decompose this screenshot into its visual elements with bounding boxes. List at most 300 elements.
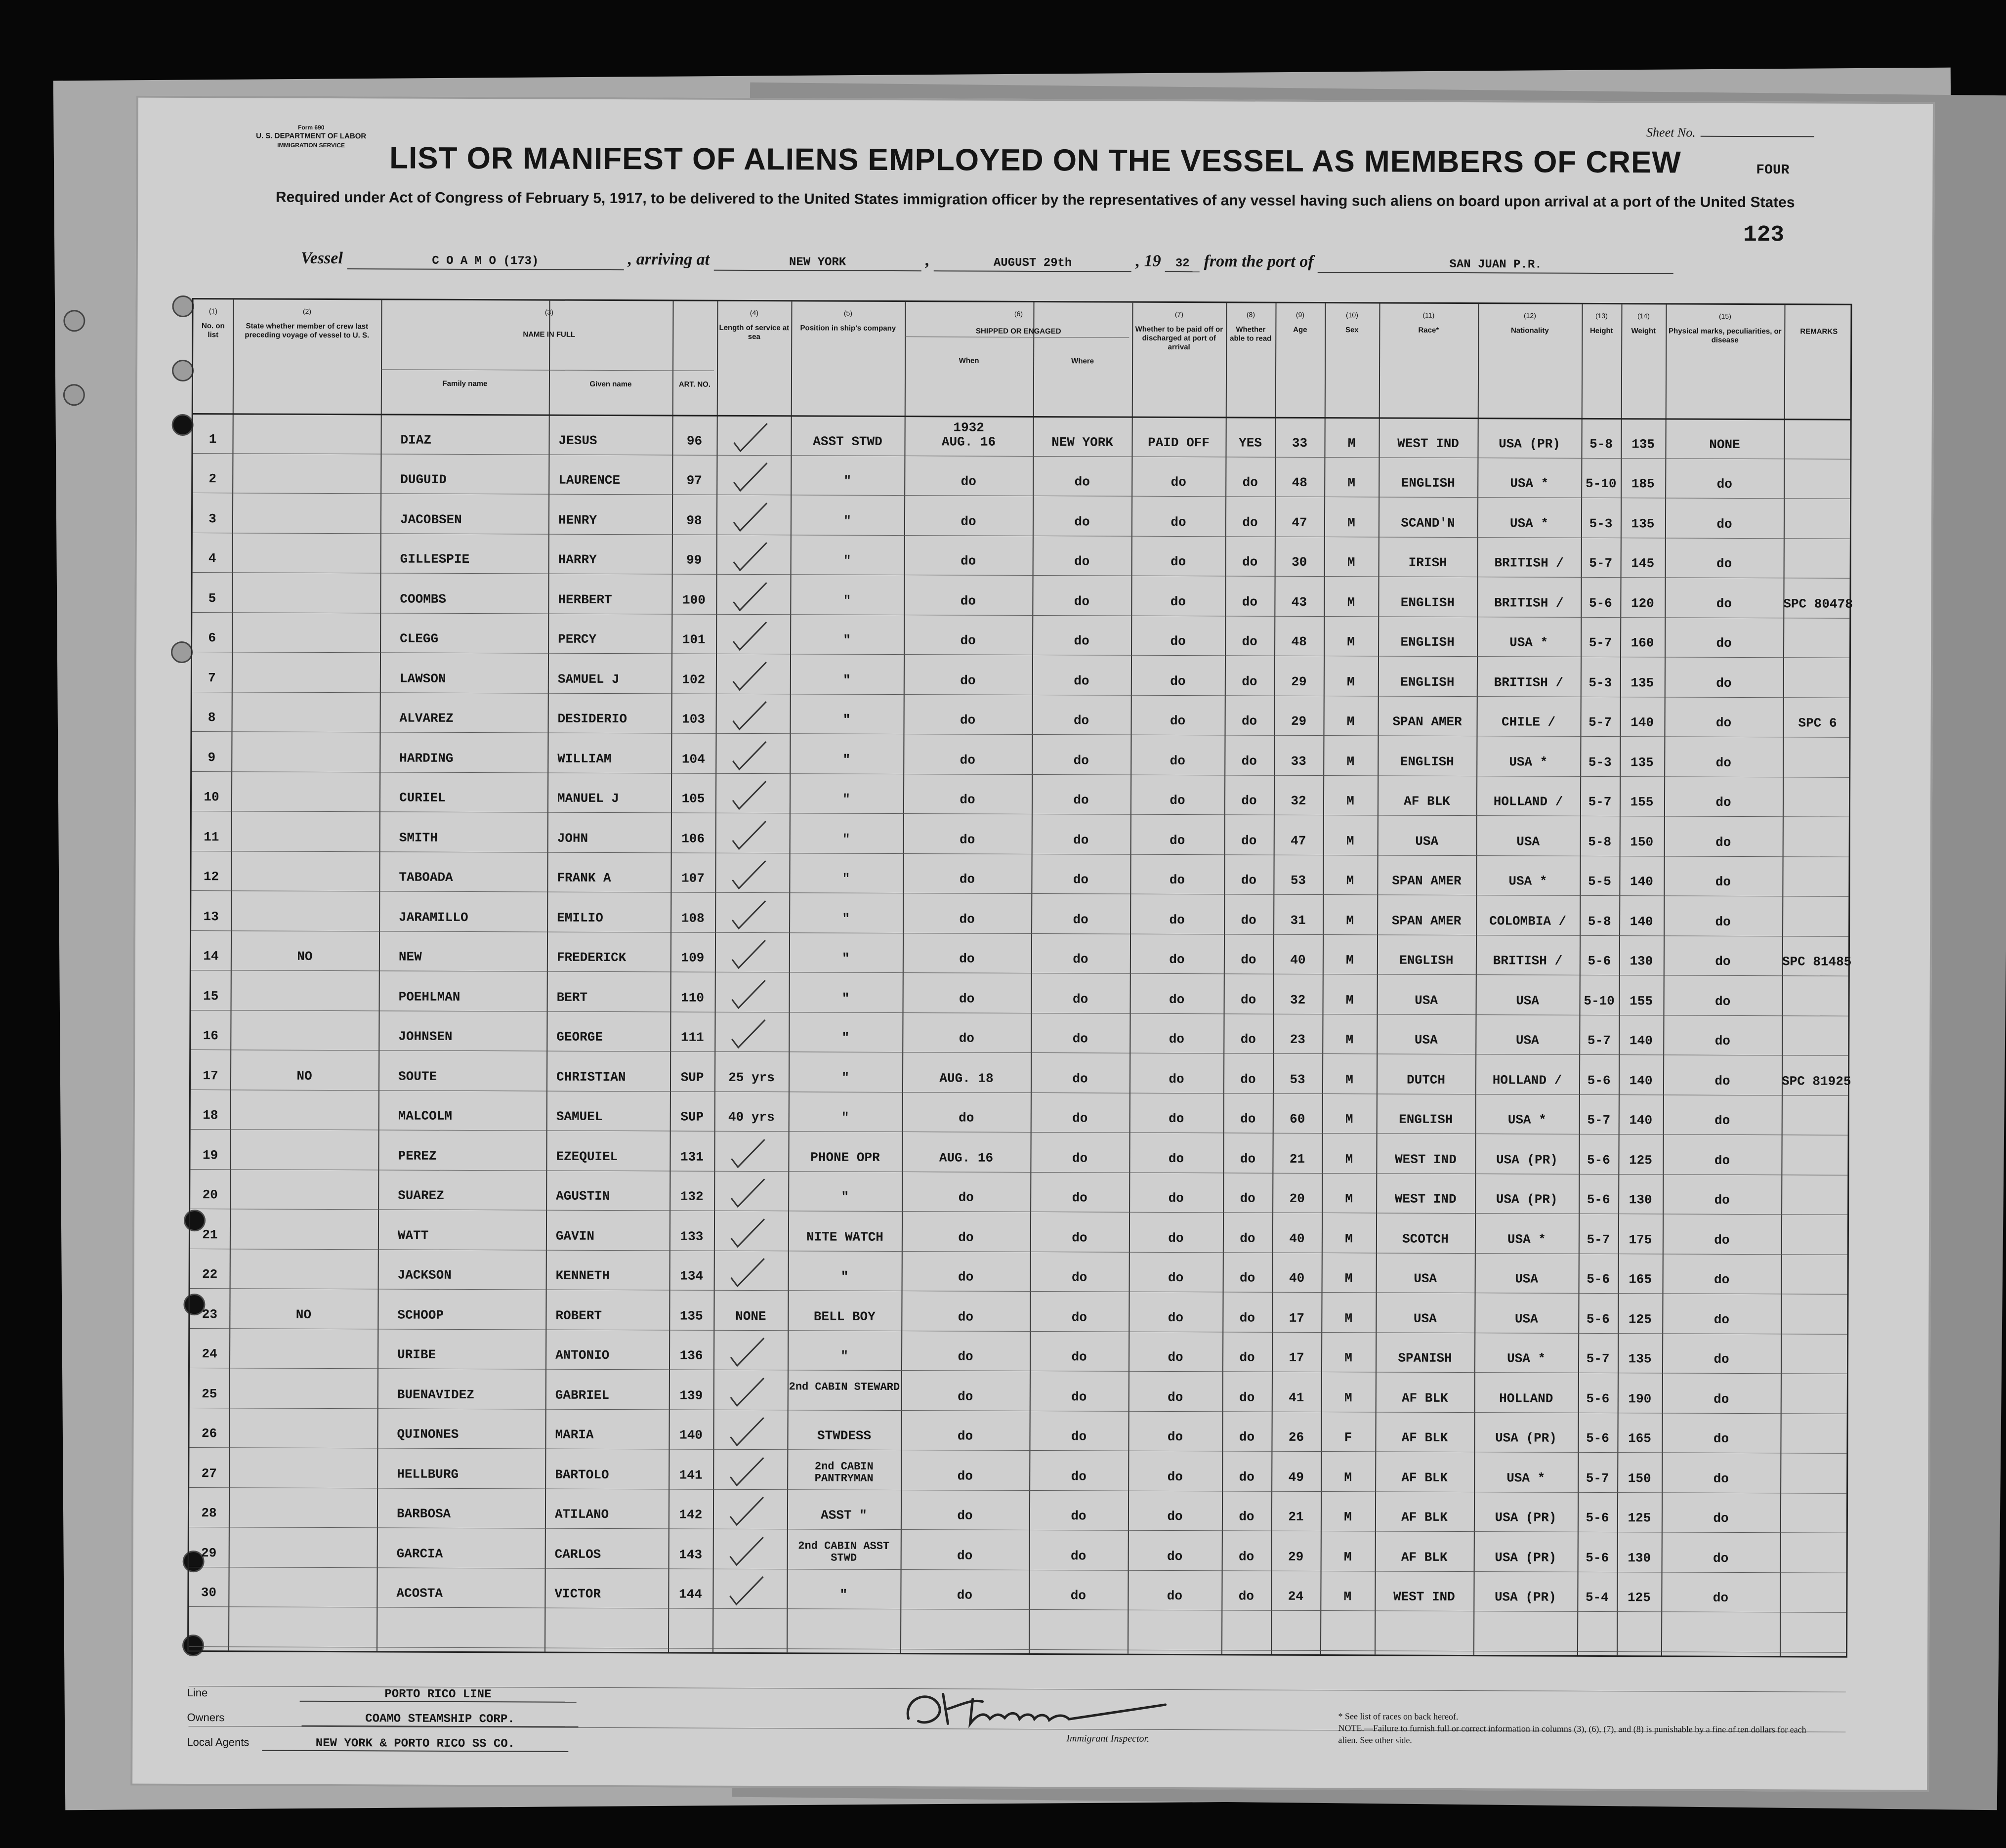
row-divider xyxy=(192,692,1849,698)
punch-hole xyxy=(171,641,193,663)
cell-art: 107 xyxy=(681,871,705,886)
check-mark-icon xyxy=(730,897,769,932)
owners-label: Owners xyxy=(187,1711,225,1724)
cell-read: do xyxy=(1241,873,1257,888)
shipped-year: 1932 xyxy=(953,420,984,435)
cell-art: 133 xyxy=(680,1229,704,1244)
cell-height: 5-5 xyxy=(1588,874,1611,889)
cell-art: 106 xyxy=(681,831,705,846)
header-subdivider xyxy=(905,336,1129,338)
cell-paid: do xyxy=(1169,1031,1184,1047)
cell-read: do xyxy=(1239,1509,1254,1524)
cell-weight: 165 xyxy=(1628,1431,1651,1446)
cell-when: AUG. 18 xyxy=(939,1070,994,1086)
cell-race: ENGLISH xyxy=(1401,475,1455,491)
cell-sex: M xyxy=(1344,1350,1352,1366)
cell-read: do xyxy=(1241,912,1256,928)
cell-prev: NO xyxy=(295,1307,312,1322)
cell-race: ENGLISH xyxy=(1400,674,1455,690)
cell-position: " xyxy=(843,632,851,648)
cell-read: YES xyxy=(1239,435,1262,451)
column-subheader-c3_art: ART. NO. xyxy=(678,380,711,389)
cell-where: do xyxy=(1072,1150,1088,1166)
cell-service: 25 yrs xyxy=(728,1070,775,1085)
cell-given: ATILANO xyxy=(554,1507,609,1522)
cell-given: MANUEL J xyxy=(557,791,619,806)
cell-paid: do xyxy=(1167,1509,1183,1524)
cell-where: do xyxy=(1071,1429,1087,1444)
cell-marks: NONE xyxy=(1709,437,1740,452)
cell-paid: do xyxy=(1168,1349,1183,1365)
check-mark-icon xyxy=(729,1136,768,1171)
cell-nationality: USA (PR) xyxy=(1499,436,1560,452)
cell-sex: M xyxy=(1345,1231,1353,1246)
cell-sex: M xyxy=(1346,794,1354,809)
cell-remarks: SPC 81485 xyxy=(1782,954,1852,969)
cell-age: 21 xyxy=(1288,1509,1304,1524)
cell-nationality: USA * xyxy=(1510,476,1549,491)
cell-family: JOHNSEN xyxy=(398,1029,453,1044)
cell-marks: do xyxy=(1715,715,1732,730)
cell-where: do xyxy=(1074,593,1090,609)
owners-row xyxy=(187,1711,578,1727)
cell-position: " xyxy=(840,1269,849,1284)
cell-given: FREDERICK xyxy=(556,950,627,966)
cell-sex: M xyxy=(1346,674,1355,689)
cell-position: " xyxy=(843,593,851,608)
cell-position: " xyxy=(842,752,851,767)
cell-position: 2nd CABIN ASST STWD xyxy=(798,1539,890,1564)
cell-paid: PAID OFF xyxy=(1148,435,1210,450)
cell-sex: M xyxy=(1344,1271,1353,1286)
cell-nationality: USA xyxy=(1514,1311,1538,1327)
column-header-c8: Whether able to read xyxy=(1230,325,1272,343)
cell-height: 5-7 xyxy=(1587,1112,1611,1128)
penalty-note: NOTE.—Failure to furnish full or correct information in columns (3), (6), (7), and (8) is punishable by a fine of ten dollars for each alien. See other side. xyxy=(1338,1723,1806,1745)
cell-given: FRANK A xyxy=(557,870,611,886)
cell-race: ENGLISH xyxy=(1400,754,1454,769)
cell-where: do xyxy=(1073,832,1089,847)
cell-family: JACOBSEN xyxy=(400,512,462,527)
cell-nationality: USA (PR) xyxy=(1496,1192,1558,1207)
cell-sex: M xyxy=(1345,1191,1353,1207)
row-divider xyxy=(191,1010,1848,1016)
cell-position: " xyxy=(839,1587,848,1602)
service-name: IMMIGRATION SERVICE xyxy=(277,141,345,149)
check-mark-icon xyxy=(728,1494,767,1529)
cell-weight: 140 xyxy=(1630,874,1653,889)
cell-art: 111 xyxy=(680,1030,704,1045)
cell-family: ACOSTA xyxy=(396,1586,443,1601)
cell-no: 24 xyxy=(202,1346,217,1362)
cell-nationality: USA (PR) xyxy=(1495,1550,1557,1565)
cell-when: do xyxy=(958,1388,973,1404)
cell-paid: do xyxy=(1168,1270,1184,1286)
cell-read: do xyxy=(1241,833,1257,848)
cell-height: 5-10 xyxy=(1585,476,1617,492)
row-divider xyxy=(191,1050,1848,1056)
cell-prev: NO xyxy=(296,1068,312,1084)
cell-family: HARDING xyxy=(399,751,454,766)
cell-remarks: SPC 81925 xyxy=(1781,1073,1851,1089)
cell-age: 60 xyxy=(1290,1111,1305,1127)
cell-sex: M xyxy=(1344,1310,1353,1326)
arriving-port: NEW YORK xyxy=(714,255,921,271)
cell-given: VICTOR xyxy=(554,1586,601,1601)
cell-weight: 140 xyxy=(1630,715,1654,730)
cell-nationality: BRITISH / xyxy=(1493,953,1563,968)
cell-when: do xyxy=(957,1548,973,1563)
cell-family: JACKSON xyxy=(397,1267,452,1283)
column-number: (15) xyxy=(1718,312,1731,320)
cell-marks: do xyxy=(1713,1511,1729,1526)
cell-art: 105 xyxy=(681,791,705,806)
cell-given: HERBERT xyxy=(558,592,612,607)
cell-no: 4 xyxy=(208,551,216,566)
row-divider xyxy=(192,811,1849,817)
cell-nationality: USA xyxy=(1515,1271,1539,1287)
cell-where: do xyxy=(1072,1071,1088,1086)
cell-read: do xyxy=(1240,1111,1256,1127)
cell-weight: 145 xyxy=(1631,556,1655,571)
cell-age: 40 xyxy=(1289,1270,1305,1286)
check-mark-icon xyxy=(728,1454,767,1489)
cell-no: 10 xyxy=(204,790,219,805)
cell-read: do xyxy=(1239,1270,1255,1286)
cell-sex: M xyxy=(1345,1112,1353,1127)
year-suffix: 32 xyxy=(1165,257,1200,272)
row-divider xyxy=(191,890,1848,897)
cell-race: WEST IND xyxy=(1394,1191,1457,1207)
cell-age: 31 xyxy=(1290,913,1306,928)
cell-weight: 135 xyxy=(1630,675,1654,690)
column-number: (1) xyxy=(209,307,218,315)
cell-when: do xyxy=(957,1428,973,1444)
row-divider xyxy=(190,1328,1847,1335)
cell-height: 5-3 xyxy=(1588,755,1612,770)
cell-race: AF BLK xyxy=(1401,1510,1448,1525)
cell-given: CHRISTIAN xyxy=(556,1069,626,1085)
cell-age: 43 xyxy=(1291,594,1307,610)
column-number: (11) xyxy=(1422,311,1435,319)
cell-marks: do xyxy=(1715,795,1731,810)
cell-family: NEW xyxy=(398,949,422,965)
row-divider xyxy=(193,572,1850,579)
cell-family: GARCIA xyxy=(396,1546,443,1561)
cell-given: GAVIN xyxy=(555,1228,594,1244)
line-row xyxy=(187,1686,577,1703)
cell-given: HENRY xyxy=(558,512,597,528)
cell-height: 5-8 xyxy=(1589,436,1613,452)
arrival-date: AUGUST 29th xyxy=(934,256,1131,272)
column-number: (4) xyxy=(750,308,759,317)
cell-height: 5-6 xyxy=(1587,1152,1610,1168)
cell-nationality: HOLLAND / xyxy=(1493,794,1563,809)
cell-family: CLEGG xyxy=(400,631,439,646)
cell-no: 5 xyxy=(208,590,216,606)
cell-nationality: USA * xyxy=(1507,1351,1546,1366)
cell-race: SPAN AMER xyxy=(1391,913,1462,928)
cell-art: 134 xyxy=(680,1268,704,1284)
year-prefix: 19 xyxy=(1144,252,1161,270)
cell-when: do xyxy=(960,672,976,688)
cell-no: 12 xyxy=(203,869,219,884)
cell-family: BUENAVIDEZ xyxy=(397,1387,474,1402)
cell-art: 131 xyxy=(680,1149,704,1165)
cell-paid: do xyxy=(1170,793,1185,808)
vessel-line: Vessel C O A M O (173) , arriving at NEW YORK , AUGUST 29th , 19 32 from the port of SAN JUAN P.R. xyxy=(301,249,1673,274)
cell-paid: do xyxy=(1168,1310,1184,1325)
cell-height: 5-6 xyxy=(1587,1271,1610,1287)
row-divider xyxy=(189,1606,1846,1613)
cell-sex: M xyxy=(1346,953,1354,968)
cell-nationality: USA (PR) xyxy=(1496,1152,1558,1168)
punch-hole xyxy=(172,414,194,436)
crew-table xyxy=(187,298,1852,1658)
cell-age: 23 xyxy=(1290,1032,1305,1047)
cell-race: DUTCH xyxy=(1406,1072,1446,1088)
cell-height: 5-6 xyxy=(1586,1510,1609,1526)
cell-art: SUP xyxy=(680,1070,704,1085)
cell-no: 17 xyxy=(203,1068,218,1083)
cell-family: SOUTE xyxy=(398,1069,437,1084)
cell-position: " xyxy=(842,832,850,847)
column-header-c7: Whether to be paid off or discharged at port of arrival xyxy=(1135,325,1223,352)
cell-height: 5-7 xyxy=(1586,1470,1609,1486)
cell-when: do xyxy=(958,1229,974,1245)
column-number: (2) xyxy=(302,307,312,315)
cell-position: PHONE OPR xyxy=(810,1149,880,1165)
cell-paid: do xyxy=(1170,554,1186,570)
cell-nationality: HOLLAND / xyxy=(1492,1072,1562,1088)
column-header-c16: REMARKS xyxy=(1800,327,1838,336)
row-divider xyxy=(192,771,1849,778)
cell-weight: 190 xyxy=(1628,1391,1652,1406)
cell-when: do xyxy=(960,593,976,609)
cell-given: JESUS xyxy=(558,433,597,448)
cell-race: WEST IND xyxy=(1395,1152,1457,1167)
line-label: Line xyxy=(187,1686,208,1699)
cell-art: 108 xyxy=(681,911,705,926)
cell-race: SPAN AMER xyxy=(1392,714,1462,730)
cell-no: 13 xyxy=(203,909,219,924)
header-subdivider xyxy=(381,369,714,371)
check-mark-icon xyxy=(731,500,771,534)
cell-age: 47 xyxy=(1292,515,1307,530)
cell-position: " xyxy=(841,1030,850,1046)
cell-when: do xyxy=(957,1508,973,1523)
cell-given: ANTONIO xyxy=(555,1347,610,1363)
cell-marks: do xyxy=(1713,1471,1729,1486)
cell-read: do xyxy=(1239,1429,1255,1445)
cell-sex: M xyxy=(1346,714,1355,729)
check-mark-icon xyxy=(730,738,770,773)
cell-where: do xyxy=(1071,1309,1087,1325)
row-divider xyxy=(192,731,1849,738)
check-mark-icon xyxy=(728,1375,768,1409)
check-mark-icon xyxy=(731,619,770,654)
vessel-name: C O A M O (173) xyxy=(347,254,624,270)
cell-marks: do xyxy=(1714,1153,1730,1168)
column-number: (8) xyxy=(1246,310,1255,319)
cell-age: 49 xyxy=(1288,1470,1304,1485)
cell-no: 23 xyxy=(202,1306,218,1322)
cell-sex: M xyxy=(1346,754,1355,769)
row-divider xyxy=(190,1169,1847,1176)
row-divider xyxy=(193,493,1850,499)
cell-where: do xyxy=(1071,1349,1087,1365)
document-title: LIST OR MANIFEST OF ALIENS EMPLOYED ON THE VESSEL AS MEMBERS OF CREW xyxy=(389,141,1682,180)
cell-race: SCOTCH xyxy=(1402,1231,1449,1247)
cell-marks: do xyxy=(1714,1192,1730,1208)
cell-art: 103 xyxy=(682,712,706,727)
column-header-c10: Sex xyxy=(1345,326,1359,335)
cell-race: ENGLISH xyxy=(1399,953,1454,968)
cell-paid: do xyxy=(1170,514,1186,530)
cell-height: 5-8 xyxy=(1588,834,1612,849)
column-number: (10) xyxy=(1345,311,1358,319)
cell-when: do xyxy=(961,474,976,489)
cell-age: 33 xyxy=(1291,754,1306,769)
row-divider xyxy=(191,1129,1848,1135)
cell-family: JARAMILLO xyxy=(399,910,468,925)
cell-family: SCHOOP xyxy=(397,1307,444,1323)
cell-where: do xyxy=(1073,713,1089,728)
row-divider xyxy=(193,453,1850,460)
cell-position: " xyxy=(843,473,852,489)
cell-where: do xyxy=(1073,952,1088,967)
cell-family: PEREZ xyxy=(398,1148,437,1164)
cell-paid: do xyxy=(1170,594,1186,609)
cell-race: SCAND'N xyxy=(1401,515,1455,531)
cell-no: 6 xyxy=(208,630,216,646)
column-header-c14: Weight xyxy=(1631,327,1656,336)
cell-when: do xyxy=(960,792,975,807)
cell-no: 9 xyxy=(208,750,216,765)
cell-read: do xyxy=(1239,1350,1255,1365)
cell-weight: 140 xyxy=(1629,1073,1653,1088)
cell-given: JOHN xyxy=(557,831,588,846)
cell-weight: 140 xyxy=(1629,1033,1653,1049)
cell-no: 3 xyxy=(209,511,216,526)
cell-marks: do xyxy=(1713,1391,1729,1407)
cell-age: 17 xyxy=(1289,1350,1304,1365)
cell-height: 5-6 xyxy=(1588,953,1611,969)
cell-where: do xyxy=(1072,1031,1088,1047)
cell-where: do xyxy=(1072,1230,1087,1245)
cell-when: do xyxy=(960,832,975,847)
row-divider xyxy=(189,1447,1846,1454)
cell-family: DUGUID xyxy=(400,472,447,487)
cell-paid: do xyxy=(1169,992,1185,1007)
punch-hole xyxy=(172,295,194,317)
cell-marks: do xyxy=(1715,755,1731,770)
cell-given: SAMUEL xyxy=(556,1109,603,1124)
cell-height: 5-7 xyxy=(1586,1351,1610,1367)
check-mark-icon xyxy=(730,699,770,733)
cell-sex: M xyxy=(1346,913,1354,928)
column-header-c2: State whether member of crew last preceding voyage of vessel to U. S. xyxy=(245,322,370,340)
cell-marks: do xyxy=(1714,1232,1730,1248)
check-mark-icon xyxy=(730,818,770,852)
inspector-signature xyxy=(898,1684,1175,1734)
cell-marks: do xyxy=(1715,835,1731,850)
cell-given: GEORGE xyxy=(556,1029,603,1045)
cell-sex: M xyxy=(1344,1390,1352,1405)
cell-no: 1 xyxy=(209,431,217,447)
cell-position: " xyxy=(840,1348,848,1364)
cell-weight: 125 xyxy=(1628,1511,1651,1526)
cell-paid: do xyxy=(1169,872,1185,888)
cell-given: EZEQUIEL xyxy=(556,1149,618,1164)
row-divider xyxy=(189,1487,1846,1494)
cell-art: 143 xyxy=(679,1547,703,1562)
cell-race: AF BLK xyxy=(1401,1390,1448,1406)
cell-when: do xyxy=(959,872,975,887)
cell-position: " xyxy=(842,672,851,688)
cell-position: " xyxy=(843,553,851,568)
cell-when: do xyxy=(959,1110,974,1126)
cell-art: 144 xyxy=(678,1587,702,1602)
cell-paid: do xyxy=(1168,1230,1184,1246)
cell-family: COOMBS xyxy=(400,591,447,607)
cell-nationality: USA xyxy=(1516,993,1540,1008)
header-bottom-rule xyxy=(193,413,1850,420)
cell-age: 48 xyxy=(1292,475,1307,490)
cell-weight: 125 xyxy=(1628,1311,1652,1327)
cell-family: BARBOSA xyxy=(396,1506,451,1521)
cell-when: AUG. 16 xyxy=(941,434,996,450)
cell-read: do xyxy=(1240,992,1256,1008)
cell-weight: 165 xyxy=(1629,1272,1652,1287)
cell-read: do xyxy=(1242,634,1257,649)
check-mark-icon xyxy=(729,1256,768,1290)
cell-weight: 130 xyxy=(1628,1550,1651,1565)
cell-age: 40 xyxy=(1289,1231,1305,1246)
row-divider xyxy=(189,1527,1846,1533)
check-mark-icon xyxy=(730,977,769,1011)
cell-read: do xyxy=(1241,952,1256,967)
cell-no: 25 xyxy=(202,1386,217,1401)
sheet-number-field xyxy=(1646,125,1814,140)
row-divider xyxy=(190,1408,1847,1414)
cell-weight: 140 xyxy=(1629,1113,1653,1128)
cell-family: MALCOLM xyxy=(398,1108,453,1124)
cell-read: do xyxy=(1240,1071,1256,1087)
cell-where: do xyxy=(1070,1588,1087,1603)
cell-race: ENGLISH xyxy=(1400,595,1455,610)
cell-given: AGUSTIN xyxy=(556,1188,610,1204)
cell-where: do xyxy=(1073,793,1089,808)
cell-height: 5-4 xyxy=(1585,1590,1609,1605)
cell-sex: M xyxy=(1347,594,1355,610)
cell-when: do xyxy=(961,553,976,569)
owners-value: COAMO STEAMSHIP CORP. xyxy=(301,1712,578,1727)
check-mark-icon xyxy=(729,1216,768,1250)
cell-no: 29 xyxy=(201,1545,217,1560)
cell-weight: 135 xyxy=(1631,436,1655,452)
cell-read: do xyxy=(1242,475,1258,490)
row-divider xyxy=(190,1368,1847,1374)
cell-position: " xyxy=(842,871,850,886)
check-mark-icon xyxy=(728,1534,767,1568)
cell-when: do xyxy=(959,951,975,966)
column-header-c5: Position in ship's company xyxy=(800,324,896,333)
cell-race: USA xyxy=(1414,1032,1438,1048)
cell-no: 8 xyxy=(208,710,216,725)
agents-label: Local Agents xyxy=(187,1736,250,1749)
cell-sex: M xyxy=(1347,435,1356,451)
